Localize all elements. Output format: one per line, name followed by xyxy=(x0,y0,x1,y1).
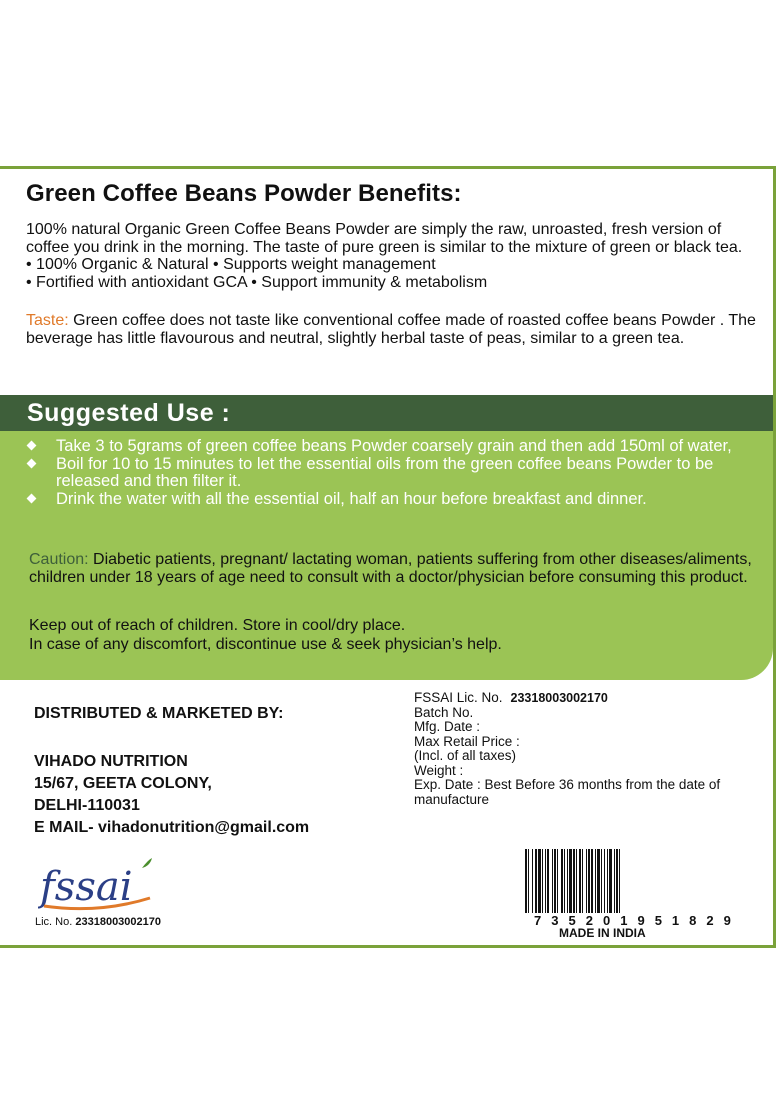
barcode-bar xyxy=(528,849,529,913)
taste-label: Taste: xyxy=(26,312,69,329)
benefits-title: Green Coffee Beans Powder Benefits: xyxy=(26,180,462,207)
diamond-bullet-icon xyxy=(27,493,37,503)
barcode-bar xyxy=(607,849,608,913)
list-item: Drink the water with all the essential oil, half an hour before breakfast and dinner. xyxy=(26,491,756,509)
caution-paragraph xyxy=(29,551,769,586)
fssai-number: 23318003002170 xyxy=(510,691,608,705)
diamond-bullet-icon xyxy=(27,441,37,451)
barcode-bar xyxy=(557,849,558,913)
mrp-line: Max Retail Price : xyxy=(414,733,520,749)
made-in-label: MADE IN INDIA xyxy=(559,926,646,940)
caution-label: Caution: xyxy=(29,551,89,568)
suggested-use-list xyxy=(26,438,756,508)
diamond-bullet-icon xyxy=(27,458,37,468)
barcode-bar xyxy=(591,849,593,913)
suggested-use-panel xyxy=(0,395,773,680)
product-label xyxy=(0,166,776,948)
barcode-bar xyxy=(542,849,543,913)
fssai-logo-text: fssai xyxy=(40,864,133,910)
distributor-email: E MAIL- vihadonutrition@gmail.com xyxy=(34,819,310,836)
barcode-bar xyxy=(535,849,537,913)
barcode-bar xyxy=(538,849,541,913)
expiry-line: Exp. Date : Best Before 36 months from the date of manufacture xyxy=(414,777,721,807)
barcode-bar xyxy=(616,849,618,913)
barcode-bar xyxy=(582,849,583,913)
barcode xyxy=(524,849,710,913)
barcode-bar xyxy=(573,849,575,913)
barcode-bar xyxy=(614,849,615,913)
product-info-block xyxy=(414,691,764,807)
benefits-section xyxy=(26,179,766,347)
benefits-bullets-row-1: • 100% Organic & Natural • Supports weight management xyxy=(26,256,436,273)
distributor-block xyxy=(34,705,309,839)
distributor-heading: DISTRIBUTED & MARKETED BY: xyxy=(34,705,284,722)
list-item: Boil for 10 to 15 minutes to let the essential oils from the green coffee beans Powder to be released and then filter it. xyxy=(26,456,756,491)
taxes-line: (Incl. of all taxes) xyxy=(414,748,517,763)
suggested-use-title: Suggested Use : xyxy=(27,399,231,427)
barcode-number: 7 3 5 2 0 1 9 5 1 8 2 9 xyxy=(534,913,735,928)
barcode-bar xyxy=(588,849,590,913)
barcode-bar xyxy=(554,849,556,913)
barcode-bar xyxy=(597,849,600,913)
fssai-leaf-icon xyxy=(142,858,152,868)
barcode-bar xyxy=(567,849,568,913)
barcode-bar xyxy=(619,849,620,913)
weight-line: Weight : xyxy=(414,762,464,778)
suggested-use-header xyxy=(0,395,773,431)
distributor-address xyxy=(34,751,309,839)
barcode-bar xyxy=(569,849,572,913)
fssai-line: FSSAI Lic. No. 23318003002170 xyxy=(414,690,608,705)
taste-paragraph xyxy=(26,312,766,347)
distributor-address-line-1: 15/67, GEETA COLONY, xyxy=(34,775,212,792)
barcode-bar xyxy=(579,849,581,913)
batch-line: Batch No. xyxy=(414,704,474,720)
distributor-name: VIHADO NUTRITION xyxy=(34,753,188,770)
list-item: Take 3 to 5grams of green coffee beans Powder coarsely grain and then add 150ml of water, xyxy=(26,438,756,456)
taste-text: Green coffee does not taste like conventional coffee made of roasted coffee beans Powder . The beverage has little flavourous and neutral, slightly herbal taste of peas, similar to a green tea. xyxy=(26,312,756,347)
mfg-date-line: Mfg. Date : xyxy=(414,719,481,734)
barcode-bar xyxy=(604,849,605,913)
barcode-bar xyxy=(576,849,577,913)
barcode-bar xyxy=(532,849,533,913)
storage-warning: Keep out of reach of children. Store in cool/dry place. In case of any discomfort, discontinue use & seek physician’s help. xyxy=(29,617,502,653)
barcode-bar xyxy=(595,849,596,913)
barcode-bar xyxy=(586,849,587,913)
benefits-intro: 100% natural Organic Green Coffee Beans Powder are simply the raw, unroasted, fresh version of coffee you drink in the morning. The taste of pure green is similar to the mixture of green or black tea. xyxy=(26,221,743,256)
barcode-bar xyxy=(525,849,527,913)
caution-text: Diabetic patients, pregnant/ lactating woman, patients suffering from other diseases/aliments, children under 18 years of age need to consult with a doctor/physician before consuming this product. xyxy=(29,551,752,586)
barcode-bar xyxy=(561,849,563,913)
barcode-bar xyxy=(601,849,602,913)
benefits-bullets-row-2: • Fortified with antioxidant GCA • Support immunity & metabolism xyxy=(26,274,488,291)
fssai-license: Lic. No. 23318003002170 xyxy=(35,916,162,928)
barcode-bar xyxy=(564,849,565,913)
fssai-logo xyxy=(38,854,158,914)
distributor-address-line-2: DELHI-110031 xyxy=(34,797,140,814)
barcode-bar xyxy=(609,849,612,913)
barcode-bar xyxy=(547,849,549,913)
barcode-bar xyxy=(545,849,546,913)
barcode-bar xyxy=(552,849,553,913)
